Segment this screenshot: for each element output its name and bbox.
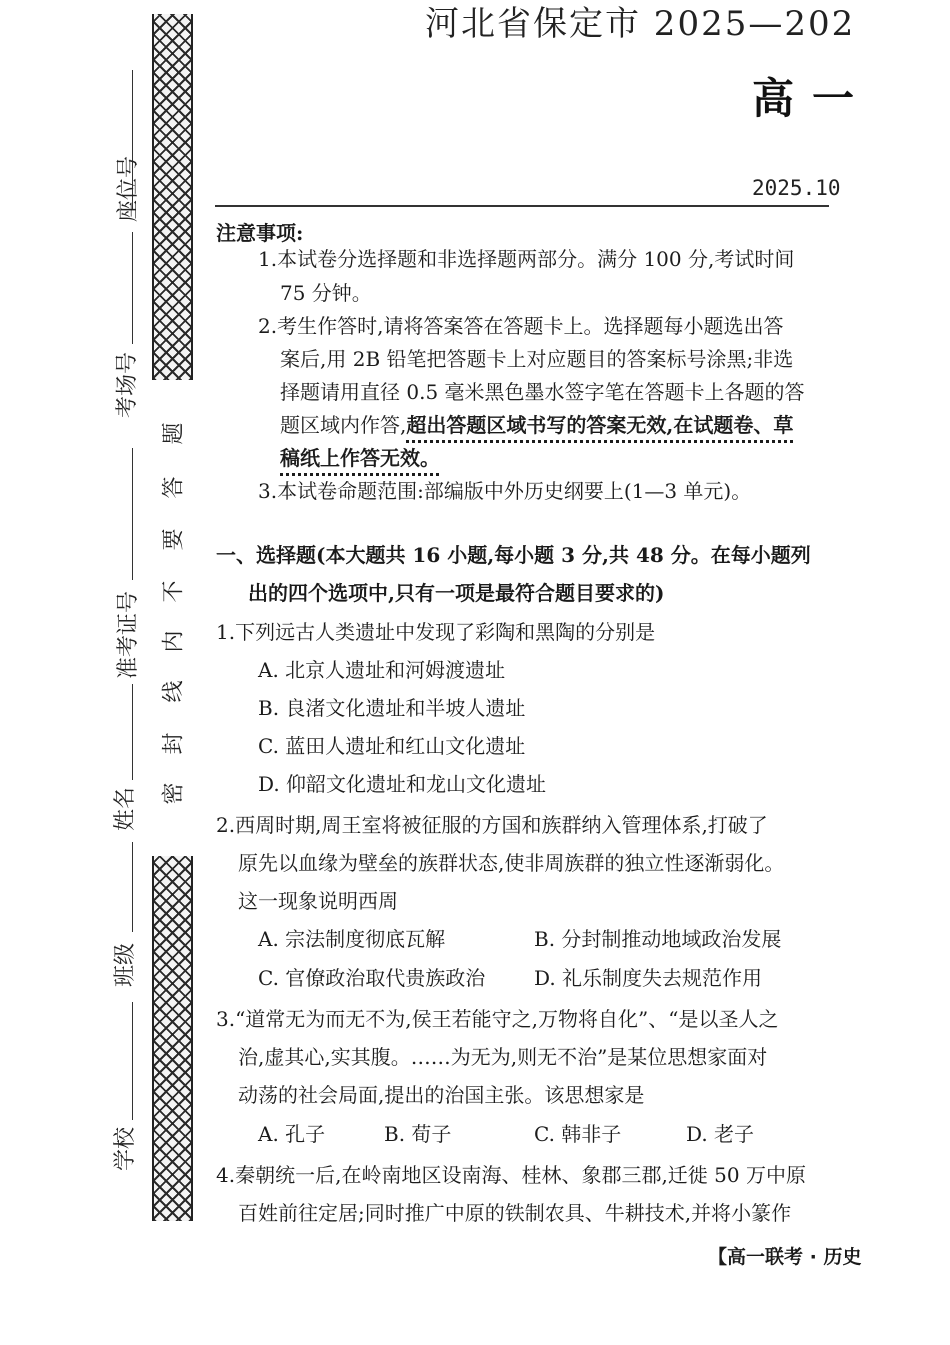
note-item-cont (280, 442, 440, 475)
question-stem-cont: 百姓前往定居;同时推广中原的铁制农具、牛耕技术,并将小篆作 (238, 1201, 792, 1225)
option-c: C. 蓝田人遗址和红山文化遗址 (258, 734, 526, 758)
option-d: D. 礼乐制度失去规范作用 (534, 966, 763, 990)
note-item-cont: 案后,用 2B 铅笔把答题卡上对应题目的答案标号涂黑;非选 (280, 347, 794, 371)
option-d: D. 仰韶文化遗址和龙山文化遗址 (258, 772, 547, 796)
note-plain-text: 题区域内作答, (280, 413, 407, 437)
question-stem-cont: 这一现象说明西周 (238, 889, 398, 913)
section-heading-cont: 出的四个选项中,只有一项是最符合题目要求的) (248, 581, 665, 605)
section-heading: 一、选择题(本大题共 16 小题,每小题 3 分,共 48 分。在每小题列 (216, 543, 811, 567)
note-emphasis-text: 超出答题区域书写的答案无效,在试题卷、草 (406, 413, 794, 437)
seal-char: 题 (161, 422, 187, 445)
binding-pattern-bottom (152, 856, 193, 1221)
seal-char: 封 (161, 732, 187, 755)
note-item: 3.本试卷命题范围:部编版中外历史纲要上(1—3 单元)。 (258, 479, 752, 503)
option-b: B. 良渚文化遗址和半坡人遗址 (258, 696, 526, 720)
question-stem-cont: 原先以血缘为壁垒的族群状态,使非周族群的独立性逐渐弱化。 (238, 851, 785, 875)
seal-char: 密 (161, 782, 187, 805)
note-emphasis-text: 稿纸上作答无效。 (280, 446, 440, 470)
name-label: 姓名 (113, 787, 138, 832)
note-item: 1.本试卷分选择题和非选择题两部分。满分 100 分,考试时间 (258, 247, 795, 271)
question-stem-cont: 治,虚其心,实其腹。……为无为,则无不治”是某位思想家面对 (238, 1045, 768, 1069)
question-stem: 4.秦朝统一后,在岭南地区设南海、桂林、象郡三郡,迁徙 50 万中原 (216, 1163, 806, 1187)
seat-number-label: 座位号 (116, 156, 141, 223)
option-a: A. 宗法制度彻底瓦解 (258, 927, 446, 951)
notes-title: 注意事项: (216, 221, 304, 245)
option-b: B. 分封制推动地域政治发展 (534, 927, 782, 951)
seal-char: 线 (161, 680, 187, 703)
seal-char: 不 (161, 580, 187, 603)
class-blank-line (132, 842, 133, 932)
footer-label: 【高一联考 · 历史 (708, 1246, 862, 1268)
question-stem: 3.“道常无为而无不为,侯王若能守之,万物将自化”、“是以圣人之 (216, 1007, 779, 1031)
school-label: 学校 (113, 1127, 138, 1172)
option-c: C. 韩非子 (534, 1122, 622, 1146)
note-item-cont (280, 409, 793, 442)
seal-char: 答 (161, 476, 187, 499)
seal-char: 内 (161, 630, 187, 653)
option-a: A. 北京人遗址和河姆渡遗址 (258, 658, 506, 682)
exam-region-title: 河北省保定市 2025—202 (425, 4, 856, 44)
option-a: A. 孔子 (258, 1122, 326, 1146)
exam-room-label: 考场号 (115, 352, 140, 419)
exam-date: 2025.10 (752, 176, 841, 200)
ticket-blank-line (132, 448, 133, 580)
class-label: 班级 (113, 943, 138, 988)
header-divider (215, 205, 829, 207)
seal-char: 要 (161, 528, 187, 551)
question-stem-cont: 动荡的社会局面,提出的治国主张。该思想家是 (238, 1083, 645, 1107)
admission-ticket-label: 准考证号 (116, 591, 141, 680)
question-stem: 1.下列远古人类遗址中发现了彩陶和黑陶的分别是 (216, 620, 656, 644)
note-item-cont: 择题请用直径 0.5 毫米黑色墨水签字笔在答题卡上各题的答 (280, 380, 805, 404)
name-blank-line (132, 684, 133, 780)
note-item-cont: 75 分钟。 (280, 281, 372, 305)
exam-grade: 高一 (752, 74, 873, 123)
option-c: C. 官僚政治取代贵族政治 (258, 966, 486, 990)
school-blank-line (132, 1002, 133, 1120)
question-stem: 2.西周时期,周王室将被征服的方国和族群纳入管理体系,打破了 (216, 813, 768, 837)
binding-pattern-top (152, 14, 193, 380)
option-d: D. 老子 (686, 1122, 755, 1146)
option-b: B. 荀子 (384, 1122, 452, 1146)
note-item: 2.考生作答时,请将答案答在答题卡上。选择题每小题选出答 (258, 314, 784, 338)
room-blank-line (132, 232, 133, 344)
